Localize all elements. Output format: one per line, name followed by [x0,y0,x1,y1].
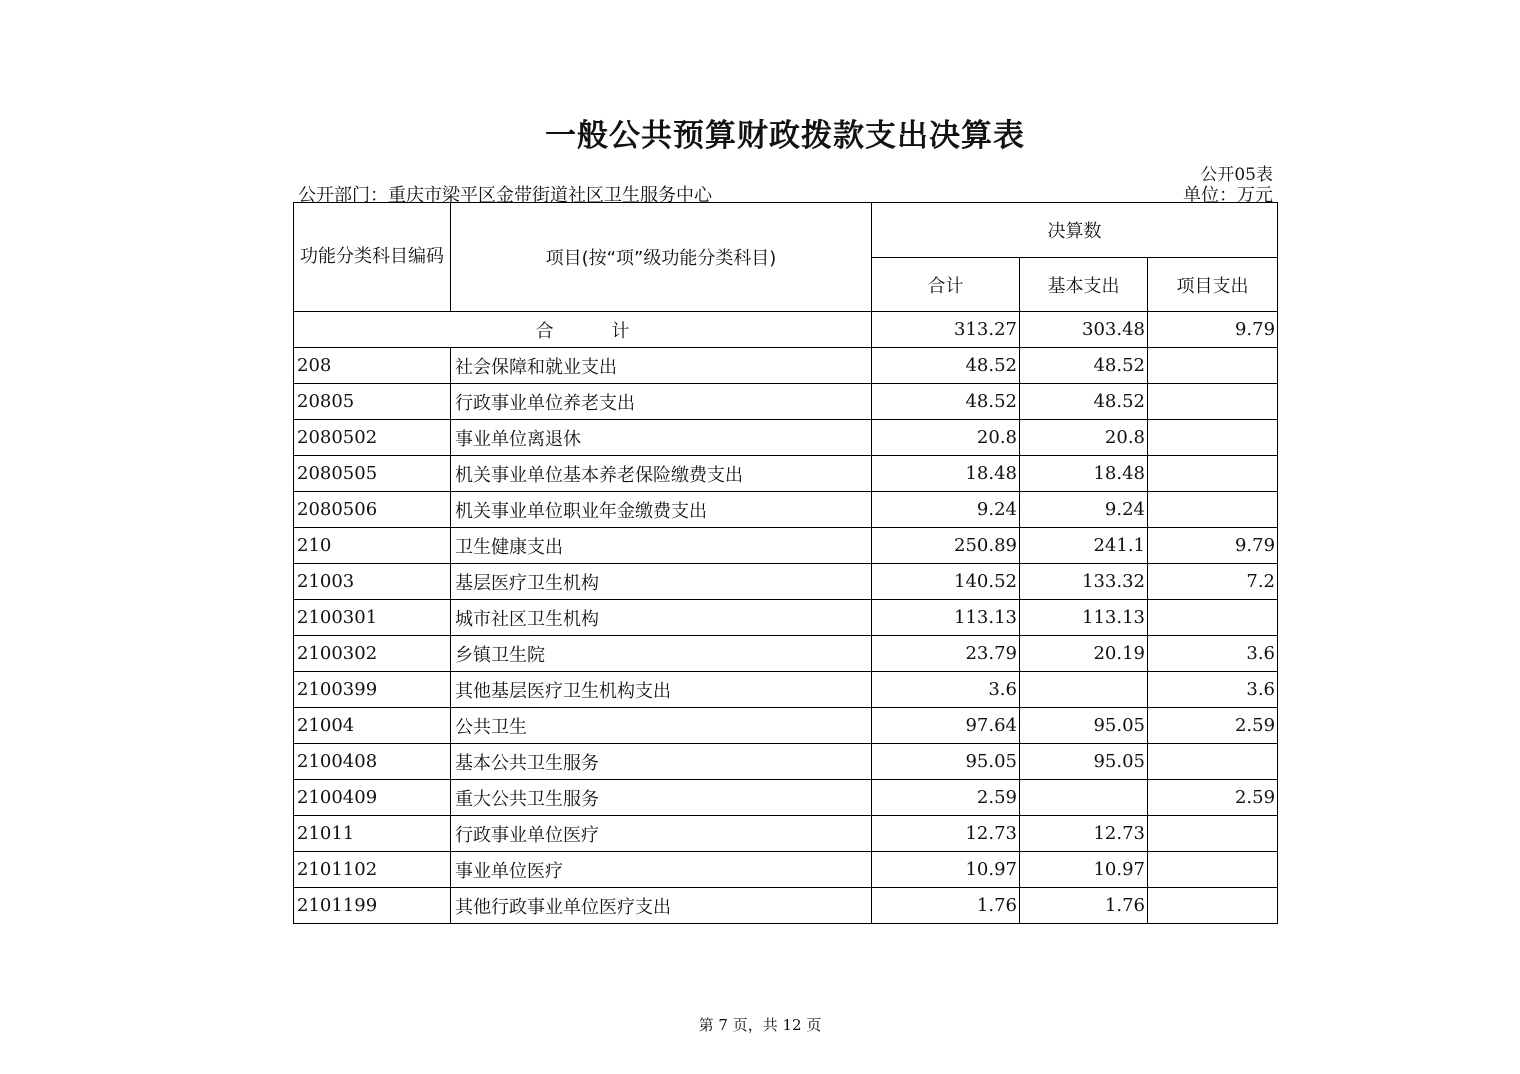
page-footer: 第 7 页，共 12 页 [698,1016,822,1034]
table-row [294,564,1278,600]
row-total: 12.73 [872,816,1020,852]
row-total: 48.52 [872,348,1020,384]
header-total: 合计 [872,258,1020,312]
row-total: 95.05 [872,744,1020,780]
row-total: 20.8 [872,420,1020,456]
table-row [294,420,1278,456]
row-total: 2.59 [872,780,1020,816]
table-row [294,672,1278,708]
row-name: 基本公共卫生服务 [451,744,872,780]
table-row [294,528,1278,564]
row-project [1148,348,1278,384]
row-project [1148,816,1278,852]
row-basic: 48.52 [1020,348,1148,384]
row-total: 1.76 [872,888,1020,924]
row-project: 3.6 [1148,636,1278,672]
row-code: 2100302 [294,636,451,672]
total-row [294,312,1278,348]
row-code: 2101102 [294,852,451,888]
row-project: 3.6 [1148,672,1278,708]
unit-label: 单位：万元 [1183,185,1273,206]
row-name: 机关事业单位基本养老保险缴费支出 [451,456,872,492]
row-name: 乡镇卫生院 [451,636,872,672]
row-name: 事业单位医疗 [451,852,872,888]
row-code: 2080502 [294,420,451,456]
row-basic: 133.32 [1020,564,1148,600]
row-code: 21011 [294,816,451,852]
row-basic: 48.52 [1020,384,1148,420]
row-total: 113.13 [872,600,1020,636]
row-project [1148,420,1278,456]
total-label: 合 计 [294,312,872,348]
budget-table [293,202,1278,924]
row-code: 21004 [294,708,451,744]
row-code: 2080506 [294,492,451,528]
table-row [294,852,1278,888]
row-basic: 20.8 [1020,420,1148,456]
row-code: 2100409 [294,780,451,816]
row-code: 2101199 [294,888,451,924]
row-total: 48.52 [872,384,1020,420]
row-basic [1020,672,1148,708]
row-project [1148,744,1278,780]
table-row [294,816,1278,852]
row-code: 2100399 [294,672,451,708]
total-project: 9.79 [1148,312,1278,348]
row-project [1148,456,1278,492]
row-code: 2100408 [294,744,451,780]
row-project [1148,492,1278,528]
row-basic: 95.05 [1020,744,1148,780]
row-code: 2080505 [294,456,451,492]
row-total: 97.64 [872,708,1020,744]
row-basic: 12.73 [1020,816,1148,852]
row-total: 18.48 [872,456,1020,492]
row-code: 208 [294,348,451,384]
table-row [294,780,1278,816]
row-basic: 1.76 [1020,888,1148,924]
row-project [1148,852,1278,888]
table-row [294,384,1278,420]
table-row [294,492,1278,528]
row-total: 140.52 [872,564,1020,600]
row-code: 210 [294,528,451,564]
row-basic: 9.24 [1020,492,1148,528]
document-title: 一般公共预算财政拨款支出决算表 [545,118,1025,154]
row-project: 2.59 [1148,708,1278,744]
row-name: 行政事业单位养老支出 [451,384,872,420]
row-code: 21003 [294,564,451,600]
table-row [294,708,1278,744]
row-project: 2.59 [1148,780,1278,816]
total-basic: 303.48 [1020,312,1148,348]
row-name: 机关事业单位职业年金缴费支出 [451,492,872,528]
row-basic: 10.97 [1020,852,1148,888]
table-row [294,600,1278,636]
row-total: 9.24 [872,492,1020,528]
table-row [294,456,1278,492]
table-row [294,888,1278,924]
row-name: 行政事业单位医疗 [451,816,872,852]
row-project [1148,384,1278,420]
row-project: 9.79 [1148,528,1278,564]
header-basic: 基本支出 [1020,258,1148,312]
row-name: 社会保障和就业支出 [451,348,872,384]
form-code: 公开05表 [1200,165,1273,185]
row-name: 城市社区卫生机构 [451,600,872,636]
total-sum: 313.27 [872,312,1020,348]
table-row [294,348,1278,384]
table-row [294,636,1278,672]
row-project [1148,600,1278,636]
row-name: 基层医疗卫生机构 [451,564,872,600]
table-row [294,744,1278,780]
row-total: 3.6 [872,672,1020,708]
row-name: 其他行政事业单位医疗支出 [451,888,872,924]
row-basic: 20.19 [1020,636,1148,672]
header-final-amount: 决算数 [872,203,1278,258]
row-basic: 113.13 [1020,600,1148,636]
row-code: 2100301 [294,600,451,636]
department-label: 公开部门：重庆市梁平区金带街道社区卫生服务中心 [298,185,712,206]
header-project: 项目支出 [1148,258,1278,312]
row-code: 20805 [294,384,451,420]
row-project [1148,888,1278,924]
row-name: 公共卫生 [451,708,872,744]
row-basic [1020,780,1148,816]
row-total: 23.79 [872,636,1020,672]
row-total: 10.97 [872,852,1020,888]
row-basic: 95.05 [1020,708,1148,744]
row-name: 重大公共卫生服务 [451,780,872,816]
row-total: 250.89 [872,528,1020,564]
row-name: 其他基层医疗卫生机构支出 [451,672,872,708]
row-basic: 18.48 [1020,456,1148,492]
row-basic: 241.1 [1020,528,1148,564]
header-item: 项目(按“项”级功能分类科目) [451,203,872,312]
header-code: 功能分类科目编码 [294,203,451,312]
row-name: 事业单位离退休 [451,420,872,456]
row-name: 卫生健康支出 [451,528,872,564]
row-project: 7.2 [1148,564,1278,600]
